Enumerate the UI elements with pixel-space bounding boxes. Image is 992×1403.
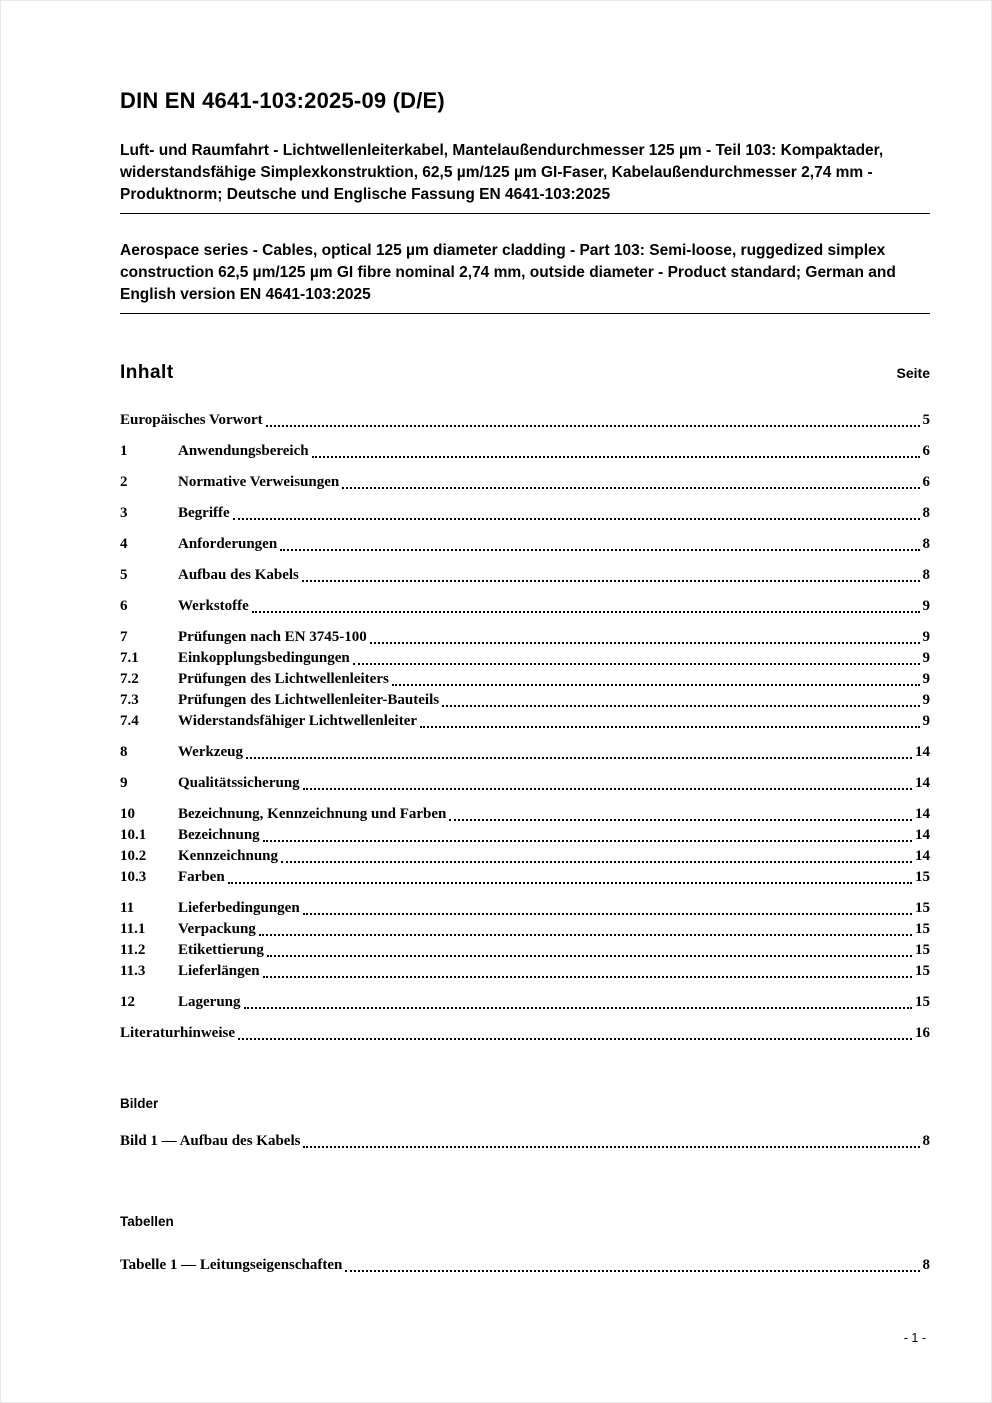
toc-entry-page: 6 — [922, 443, 930, 459]
dot-leader — [420, 726, 919, 728]
toc-entry-label: Prüfungen des Lichtwellenleiters — [178, 671, 389, 687]
toc-entry-page: 8 — [922, 1257, 930, 1273]
toc-entry-label: Begriffe — [178, 505, 230, 521]
toc-entry-number: 11.2 — [120, 942, 146, 958]
toc-entry-label: Bild 1 — Aufbau des Kabels — [120, 1133, 301, 1149]
dot-leader — [246, 757, 912, 759]
toc-entry-number: 11 — [120, 900, 135, 916]
toc-entry-number: 1 — [120, 443, 128, 459]
toc-entry — [120, 992, 930, 1013]
toc-entry-number: 12 — [120, 994, 135, 1010]
toc-entry-page: 9 — [922, 713, 930, 729]
toc-entry — [120, 867, 930, 888]
toc-entry-label: Etikettierung — [178, 942, 264, 958]
toc-heading: Inhalt — [120, 362, 174, 383]
toc-entry-page: 9 — [922, 598, 930, 614]
toc-entry — [120, 711, 930, 732]
toc-entry — [120, 669, 930, 690]
toc-entry-label: Werkstoffe — [178, 598, 249, 614]
toc-entry-number: 10 — [120, 806, 135, 822]
toc-entry-label: Farben — [178, 869, 225, 885]
toc-entry-number: 6 — [120, 598, 128, 614]
toc-entry — [120, 441, 930, 462]
toc-entry — [120, 648, 930, 669]
toc-entry-page: 8 — [922, 505, 930, 521]
toc-entry-label: Werkzeug — [178, 744, 243, 760]
toc-entry-page: 15 — [915, 869, 930, 885]
dot-leader — [259, 934, 912, 936]
toc-entry-page: 9 — [922, 692, 930, 708]
toc-entry-number: 7.1 — [120, 650, 139, 666]
toc-entry-page: 14 — [915, 806, 930, 822]
toc-entry-page: 8 — [922, 536, 930, 552]
dot-leader — [303, 1146, 919, 1148]
toc-entry-page: 9 — [922, 671, 930, 687]
english-description: Aerospace series - Cables, optical 125 µm diameter cladding - Part 103: Semi-loose, ruggedized simplex construction 62,5 µm/125 µm GI fibre nominal 2,74 mm, outside diameter - Product standard; German and English version EN 4641-103:2025 — [120, 240, 930, 314]
toc-entry-page: 15 — [915, 994, 930, 1010]
toc-entry-page: 8 — [922, 567, 930, 583]
toc-page-column-label: Seite — [896, 365, 930, 381]
toc-entry-label: Qualitätssicherung — [178, 775, 300, 791]
page-title: DIN EN 4641-103:2025-09 (D/E) — [120, 88, 445, 113]
toc-entry-number: 11.3 — [120, 963, 146, 979]
dot-leader — [252, 611, 920, 613]
toc-entry-number: 11.1 — [120, 921, 146, 937]
toc-entry-label: Europäisches Vorwort — [120, 412, 263, 428]
toc-entry-number: 7.2 — [120, 671, 139, 687]
dot-leader — [312, 456, 920, 458]
dot-leader — [392, 684, 920, 686]
toc-entry-page: 14 — [915, 827, 930, 843]
figures-heading: Bilder — [120, 1096, 159, 1111]
dot-leader — [370, 642, 920, 644]
toc-entry-label: Lieferbedingungen — [178, 900, 300, 916]
dot-leader — [244, 1007, 912, 1009]
toc-entry-number: 7.4 — [120, 713, 139, 729]
toc-entry-label: Anforderungen — [178, 536, 278, 552]
dot-leader — [449, 819, 912, 821]
toc-entry-page: 5 — [922, 412, 930, 428]
toc-entry-label: Verpackung — [178, 921, 256, 937]
dot-leader — [228, 882, 912, 884]
toc-entry — [120, 1255, 930, 1276]
toc-entry-label: Tabelle 1 — Leitungseigenschaften — [120, 1257, 343, 1273]
dot-leader — [302, 580, 920, 582]
toc-entry-page: 16 — [915, 1025, 930, 1041]
tables-heading: Tabellen — [120, 1214, 174, 1229]
toc-entry — [120, 472, 930, 493]
dot-leader — [281, 861, 912, 863]
toc-entry — [120, 773, 930, 794]
dot-leader — [266, 425, 920, 427]
dot-leader — [233, 518, 920, 520]
toc-entry-label: Prüfungen nach EN 3745-100 — [178, 629, 367, 645]
toc-list — [120, 410, 930, 1044]
toc-entry — [120, 627, 930, 648]
toc-entry — [120, 742, 930, 763]
toc-entry-page: 14 — [915, 744, 930, 760]
toc-entry-label: Lieferlängen — [178, 963, 260, 979]
dot-leader — [303, 913, 912, 915]
toc-entry-number: 8 — [120, 744, 128, 760]
german-description: Luft- und Raumfahrt - Lichtwellenleiterkabel, Mantelaußendurchmesser 125 µm - Teil 103: Kompaktader, widerstandsfähige Simplexkonstruktion, 62,5 µm/125 µm GI-Faser, Kabelaußendurchmesser 2,74 mm - Produktnorm; Deutsche und Englische Fassung EN 4641-103:2025 — [120, 140, 930, 214]
toc-entry — [120, 940, 930, 961]
dot-leader — [303, 788, 912, 790]
toc-entry-page: 14 — [915, 775, 930, 791]
toc-entry — [120, 846, 930, 867]
dot-leader — [263, 840, 912, 842]
toc-entry-label: Lagerung — [178, 994, 241, 1010]
dot-leader — [345, 1270, 919, 1272]
toc-entry — [120, 1023, 930, 1044]
toc-entry-label: Bezeichnung — [178, 827, 260, 843]
toc-entry-page: 9 — [922, 629, 930, 645]
toc-entry — [120, 919, 930, 940]
toc-entry — [120, 690, 930, 711]
toc-entry-number: 3 — [120, 505, 128, 521]
toc-entry-number: 9 — [120, 775, 128, 791]
dot-leader — [353, 663, 920, 665]
toc-entry-number: 10.3 — [120, 869, 147, 885]
toc-entry-page: 15 — [915, 963, 930, 979]
dot-leader — [342, 487, 919, 489]
toc-entry-label: Prüfungen des Lichtwellenleiter-Bauteils — [178, 692, 440, 708]
dot-leader — [238, 1038, 912, 1040]
toc-entry-number: 2 — [120, 474, 128, 490]
toc-entry-page: 15 — [915, 942, 930, 958]
toc-entry-number: 4 — [120, 536, 128, 552]
toc-entry — [120, 410, 930, 431]
toc-header-row — [120, 362, 930, 384]
toc-entry — [120, 565, 930, 586]
toc-entry-label: Aufbau des Kabels — [178, 567, 299, 583]
toc-entry-page: 8 — [922, 1133, 930, 1149]
toc-entry-number: 5 — [120, 567, 128, 583]
toc-entry — [120, 503, 930, 524]
toc-entry-page: 9 — [922, 650, 930, 666]
toc-entry-label: Normative Verweisungen — [178, 474, 340, 490]
toc-entry — [120, 804, 930, 825]
toc-entry-label: Kennzeichnung — [178, 848, 279, 864]
toc-entry-number: 10.1 — [120, 827, 147, 843]
page-number-footer: - 1 - — [903, 1331, 926, 1345]
toc-entry — [120, 961, 930, 982]
dot-leader — [263, 976, 912, 978]
toc-entry-number: 7 — [120, 629, 128, 645]
toc-entry — [120, 534, 930, 555]
toc-entry-page: 14 — [915, 848, 930, 864]
toc-entry — [120, 596, 930, 617]
toc-entry-page: 6 — [922, 474, 930, 490]
toc-entry-label: Bezeichnung, Kennzeichnung und Farben — [178, 806, 447, 822]
toc-entry-label: Literaturhinweise — [120, 1025, 235, 1041]
figures-list — [120, 1131, 930, 1152]
tables-list — [120, 1255, 930, 1276]
toc-entry-page: 15 — [915, 921, 930, 937]
toc-entry-label: Anwendungsbereich — [178, 443, 309, 459]
toc-entry-label: Widerstandsfähiger Lichtwellenleiter — [178, 713, 418, 729]
toc-entry-page: 15 — [915, 900, 930, 916]
toc-entry — [120, 898, 930, 919]
dot-leader — [267, 955, 912, 957]
toc-entry — [120, 825, 930, 846]
dot-leader — [442, 705, 919, 707]
toc-entry-number: 10.2 — [120, 848, 147, 864]
toc-entry-number: 7.3 — [120, 692, 139, 708]
toc-entry — [120, 1131, 930, 1152]
dot-leader — [280, 549, 919, 551]
toc-entry-label: Einkopplungsbedingungen — [178, 650, 350, 666]
